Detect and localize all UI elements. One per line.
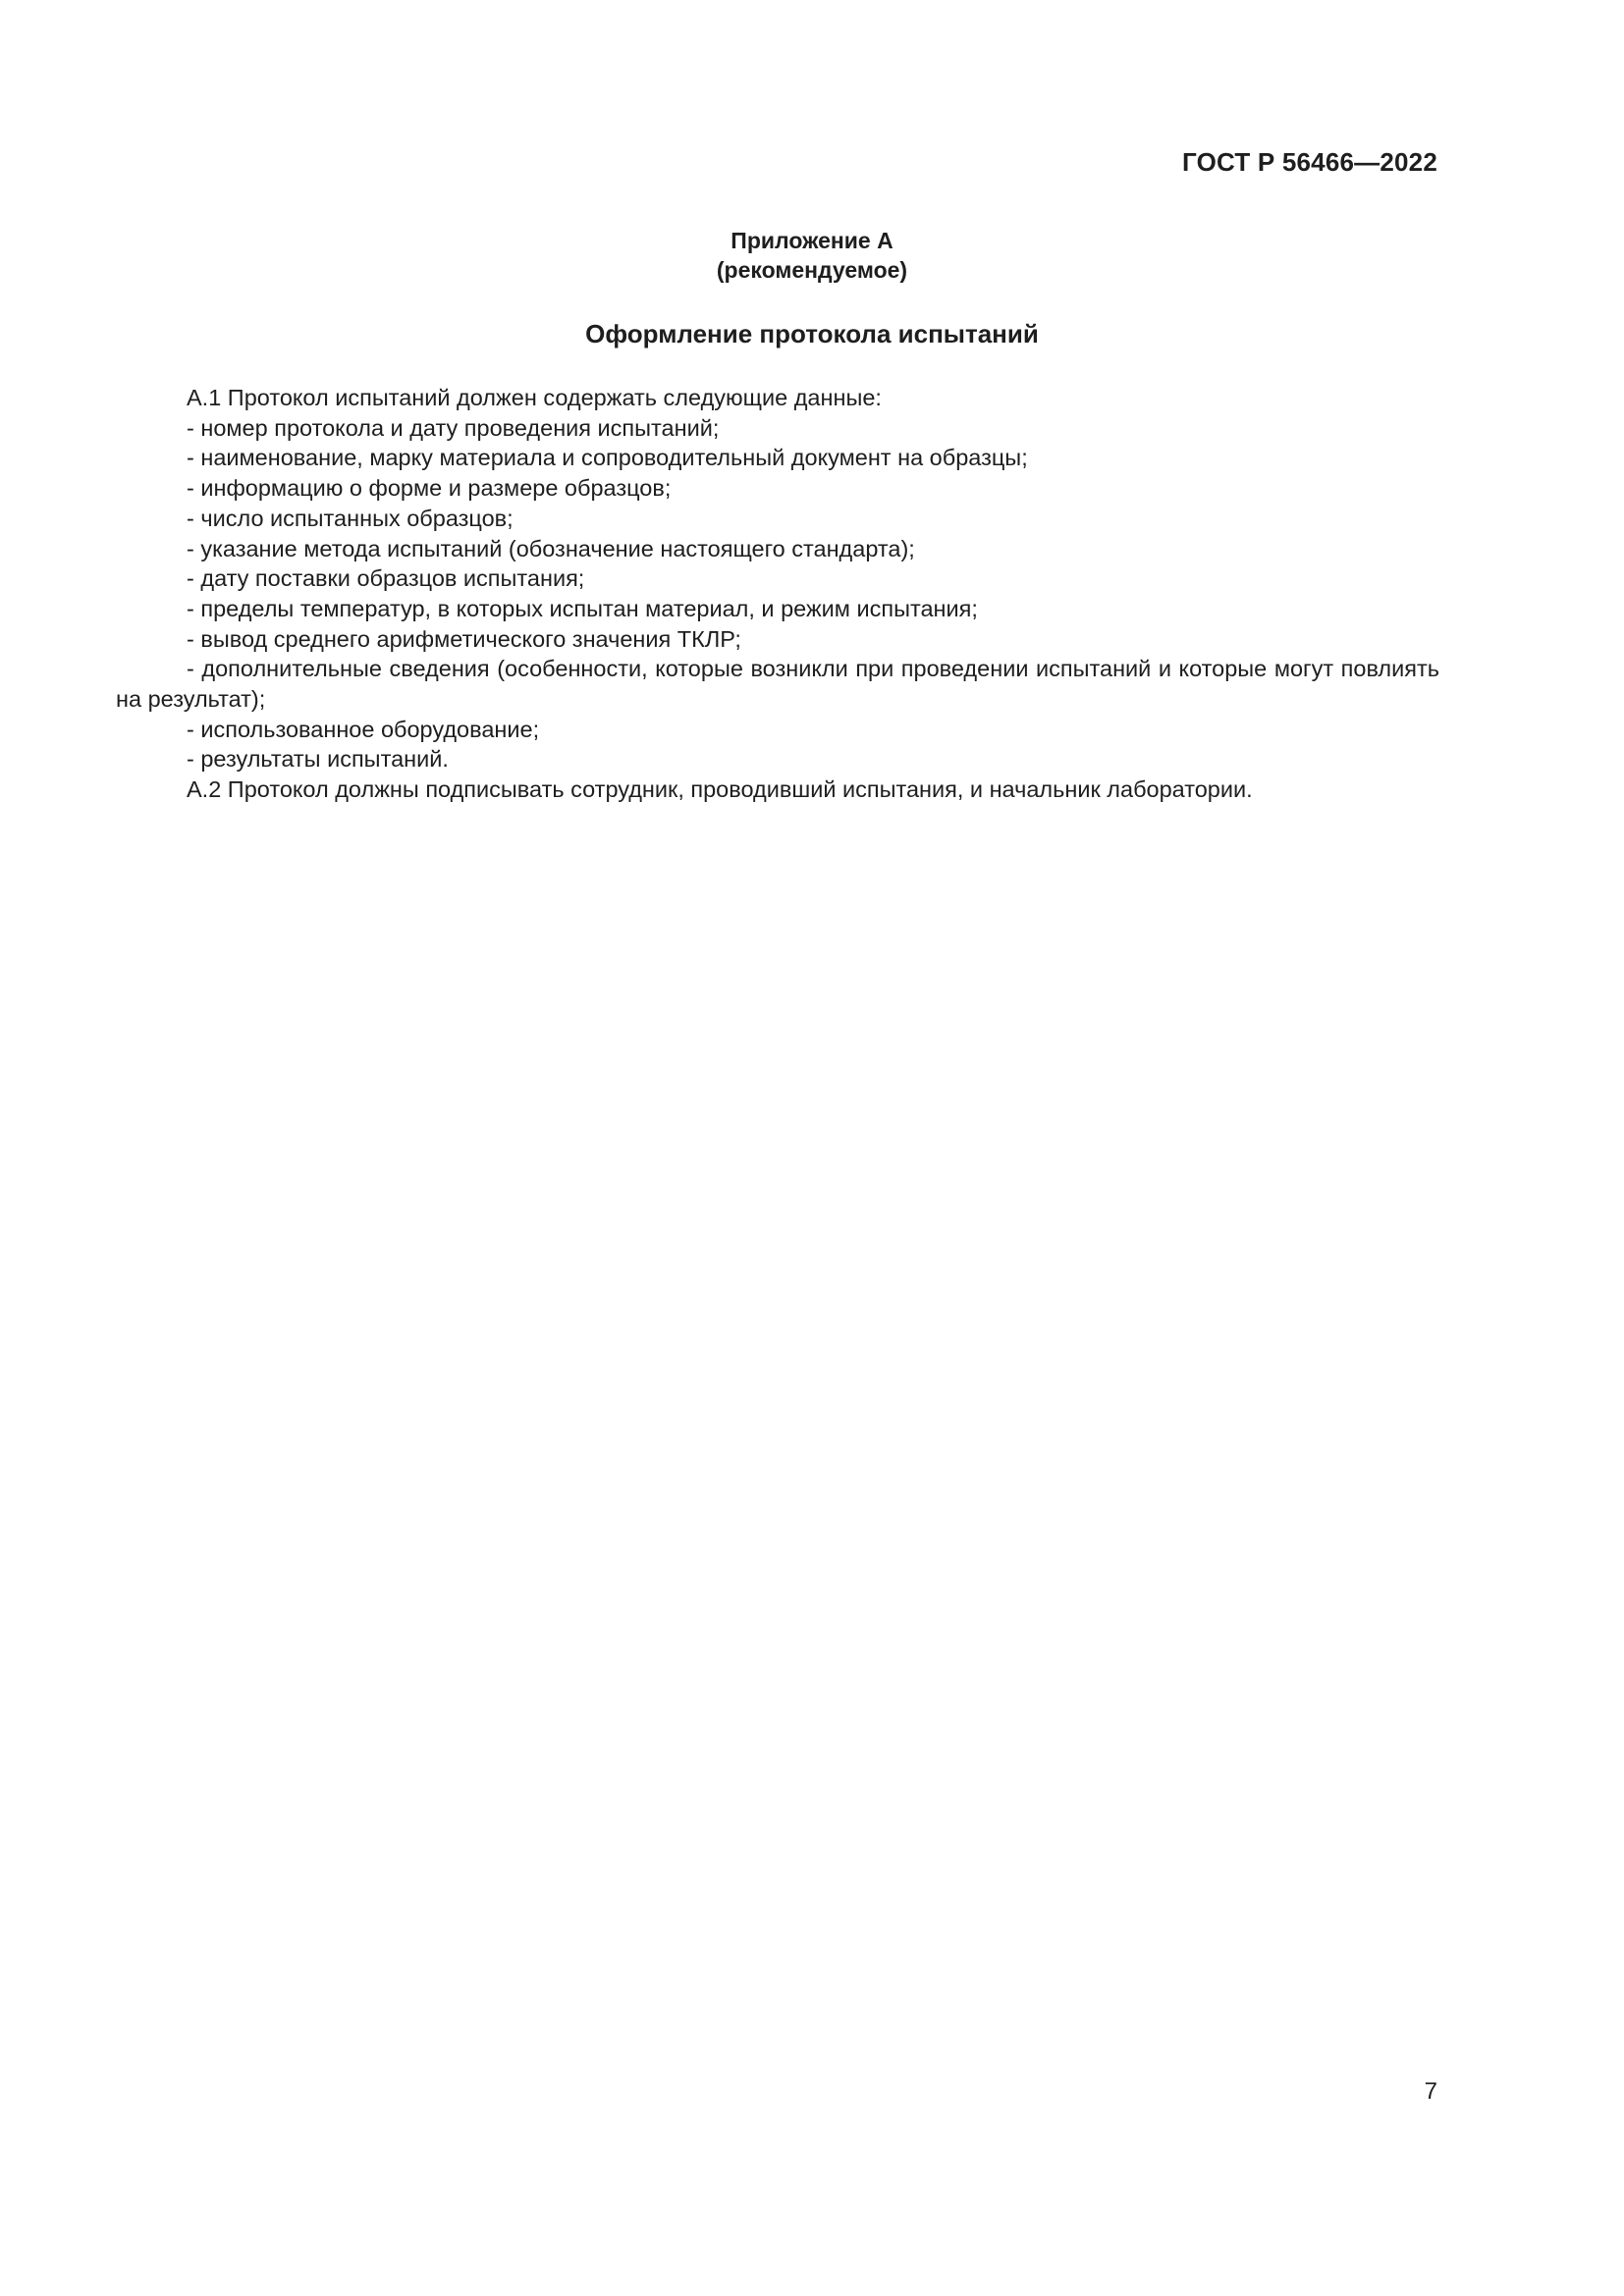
list-item: - результаты испытаний. <box>187 746 449 773</box>
appendix-heading <box>0 226 1624 285</box>
paragraph-a2: А.2 Протокол должны подписывать сотрудник, проводивший испытания, и начальник лаборатории. <box>187 776 1253 803</box>
list-item: - номер протокола и дату проведения испытаний; <box>187 414 720 441</box>
appendix-status: (рекомендуемое) <box>716 257 908 283</box>
list-item: - пределы температур, в которых испытан материал, и режим испытания; <box>187 595 978 621</box>
list-item: - вывод среднего арифметического значения ТКЛР; <box>187 625 741 652</box>
appendix-title: Приложение А <box>731 228 893 253</box>
document-code: ГОСТ Р 56466—2022 <box>1182 147 1437 177</box>
list-item: - дату поставки образцов испытания; <box>187 565 585 592</box>
list-item: - число испытанных образцов; <box>187 505 514 531</box>
list-item: - указание метода испытаний (обозначение настоящего стандарта); <box>187 535 915 561</box>
list-item: - дополнительные сведения (особенности, которые возникли при проведении испытаний и которые могут повлиять на результат); <box>116 656 1439 713</box>
list-item: - информацию о форме и размере образцов; <box>187 475 672 502</box>
section-title: Оформление протокола испытаний <box>585 319 1039 348</box>
list-item: - наименование, марку материала и сопроводительный документ на образцы; <box>187 445 1028 471</box>
paragraph-a1-intro: А.1 Протокол испытаний должен содержать следующие данные: <box>187 385 882 410</box>
list-item: - использованное оборудование; <box>187 716 540 742</box>
body-text <box>116 383 1439 805</box>
page-number: 7 <box>1424 2078 1437 2105</box>
